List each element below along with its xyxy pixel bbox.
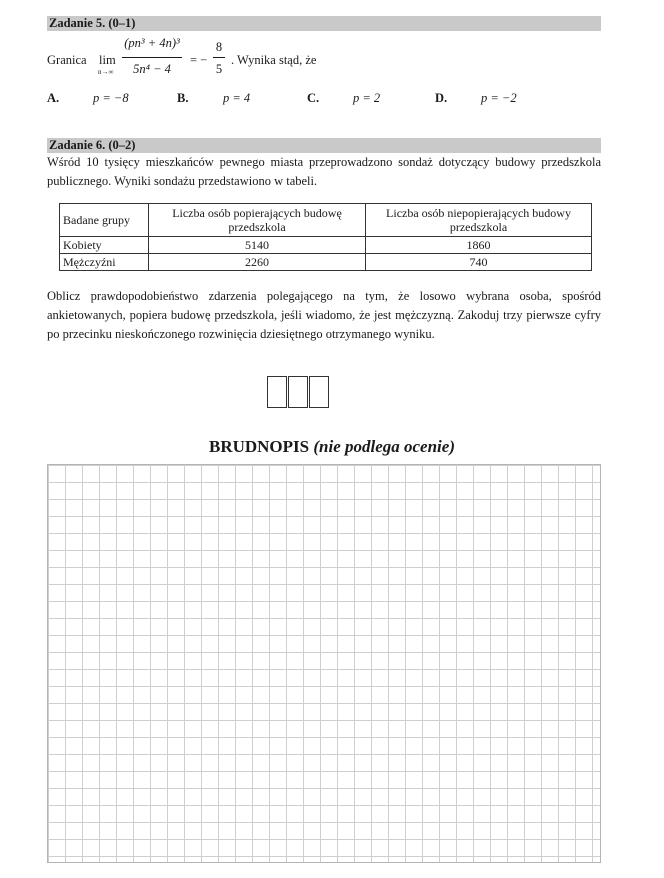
task6-header: Zadanie 6. (0–2) <box>47 138 601 153</box>
result-numerator: 8 <box>215 40 223 54</box>
table-row <box>60 254 592 271</box>
fraction-denominator: 5n⁴ − 4 <box>133 62 171 76</box>
result-denominator: 5 <box>215 62 223 76</box>
table-row <box>60 237 592 254</box>
task5-intro: Granica <box>47 53 87 67</box>
answer-digit-box-1[interactable] <box>267 376 287 408</box>
table-header-cell: Liczba osób popierających budowę przedszkola <box>149 204 366 237</box>
table-cell: 5140 <box>149 237 366 254</box>
fraction-numerator: (pn³ + 4n)³ <box>124 36 180 50</box>
equals-minus: = − <box>190 53 208 67</box>
option-letter: B. <box>177 91 189 105</box>
task5-header: Zadanie 5. (0–1) <box>47 16 601 31</box>
limit-symbol: lim <box>99 53 116 67</box>
result-fraction-line <box>213 57 225 58</box>
answer-digit-box-3[interactable] <box>309 376 329 408</box>
survey-table <box>59 203 592 271</box>
answer-digit-box-2[interactable] <box>288 376 308 408</box>
option-value: p = −8 <box>93 91 129 105</box>
limit-subscript: n→∞ <box>98 68 114 76</box>
table-cell: Kobiety <box>60 237 149 254</box>
task6-intro: Wśród 10 tysięcy mieszkańców pewnego miasta przeprowadzono sondaż dotyczący budowy przedszkola publicznego. Wyniki sondażu przedstawiono w tabeli. <box>47 155 601 188</box>
option-d <box>435 90 517 106</box>
draft-note: (nie podlega ocenie) <box>313 437 455 456</box>
table-cell: 740 <box>366 254 592 271</box>
option-letter: A. <box>47 91 60 105</box>
option-letter: C. <box>307 91 320 105</box>
draft-title-text: BRUDNOPIS <box>208 437 310 456</box>
table-header-cell: Liczba osób niepopierających budowy przedszkola <box>366 204 592 237</box>
option-letter: D. <box>435 91 448 105</box>
draft-title <box>0 436 664 458</box>
table-cell: 1860 <box>366 237 592 254</box>
table-cell: Mężczyźni <box>60 254 149 271</box>
task6-question: Oblicz prawdopodobieństwo zdarzenia polegającego na tym, że losowo wybrana osoba, spośród ankietowanych, popiera budowę przedszkola, jeśli wiadomo, że jest mężczyzną. Zakoduj trzy pierwsze cyfry po przecinku nieskończonego rozwinięcia dziesiętnego otrzymanego wyniku. <box>47 289 601 341</box>
draft-grid[interactable] <box>47 464 601 863</box>
table-header-row <box>60 204 592 237</box>
option-b <box>177 90 250 106</box>
option-value: p = 4 <box>223 91 251 105</box>
option-value: p = 2 <box>353 91 381 105</box>
option-value: p = −2 <box>481 91 517 105</box>
option-c <box>307 90 380 106</box>
task5-outro: . Wynika stąd, że <box>231 53 317 67</box>
table-header-cell: Badane grupy <box>60 204 149 237</box>
table-cell: 2260 <box>149 254 366 271</box>
option-a <box>47 90 129 106</box>
fraction-line <box>122 57 182 58</box>
